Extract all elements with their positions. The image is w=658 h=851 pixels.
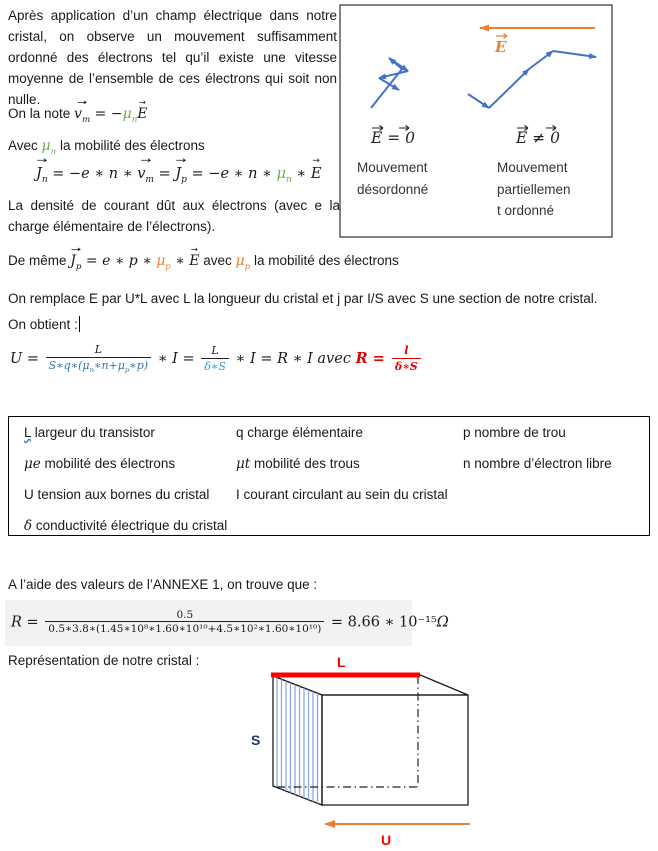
caption-ordered-line1: Mouvement	[497, 160, 568, 175]
table-cell: p nombre de trou	[463, 425, 566, 440]
mobility-p: $\mu_p$	[156, 253, 171, 272]
label-U: U	[381, 832, 392, 848]
caption-ordered-line3: t ordonné	[497, 203, 555, 218]
text-cursor[interactable]	[79, 316, 80, 332]
mobility-p: $\mu_p$	[235, 253, 251, 272]
definition-table	[8, 416, 650, 536]
fraction-numeric: $\frac{0.5}{\text{0.5∗3.8∗(1.45∗10⁸∗1.60∗10¹⁰+4.5∗10²∗1.60∗10¹⁰)}}$	[45, 609, 324, 636]
para-remplace: On remplace E par U*L avec L la longueur du cristal et j par I/S avec S une section de notre cristal.	[8, 291, 598, 306]
table-cell: I courant circulant au sein du cristal	[236, 487, 448, 502]
eq-ohm-law: U = $\frac{L}{S∗q∗(\mu_n∗n+\mu_p∗p)}$ ∗ I = $\frac{L}{\delta∗S}$ ∗ I = R ∗ I avec R = $\frac{l}{\delta∗S}$	[10, 344, 423, 374]
resistance-definition: R = $\frac{l}{\delta∗S}$	[356, 350, 423, 367]
eq-resistance-value: R = $\frac{0.5}{\text{0.5∗3.8∗(1.45∗10⁸∗1.60∗10¹⁰+4.5∗10²∗1.60∗10¹⁰)}}$ = 8.66 ∗ 10⁻¹⁵Ω	[11, 609, 449, 636]
vector-Jp: $J_p$ →	[70, 249, 81, 279]
note-prefix: On la note	[8, 106, 75, 121]
table-cell: q charge élémentaire	[236, 425, 363, 440]
vector-vm: $v_m$ →	[137, 162, 154, 192]
table-cell: μe mobilité des électrons	[24, 456, 176, 472]
para-de-meme: De même $J_p$ → = e ∗ p ∗ $\mu_p$ ∗ E → avec $\mu_p$ la mobilité des électrons	[8, 249, 399, 279]
equation-highlight	[5, 600, 449, 646]
para-intro: Après application d’un champ électrique dans notre cristal, on observe un mouvement suffisamment ordonné des électrons tel qu’il existe une vitesse moyenne de l’ensemble de ces électrons qui soit non nulle.	[8, 8, 337, 107]
vector-E: E →	[189, 249, 199, 273]
para-annexe: A l’aide des valeurs de l’ANNEXE 1, on trouve que :	[8, 577, 318, 592]
e-field-label: E	[495, 38, 507, 56]
vector-E: E →	[137, 102, 147, 126]
vector-E: E →	[311, 162, 322, 186]
para-obtient: On obtient :	[8, 317, 78, 332]
vector-Jn: $J_n$ →	[36, 162, 48, 192]
mobility-n: $\mu_n$	[122, 106, 138, 125]
caption-ordered-line2: partiellemen	[497, 182, 571, 197]
eq-e-zero: E = 0	[371, 129, 416, 147]
table-cell: L largeur du transistor	[24, 425, 155, 440]
table-cell: μt mobilité des trous	[236, 456, 360, 472]
caption-disordered-line1: Mouvement	[357, 160, 428, 175]
vector-Jp: $J_p$ →	[175, 162, 187, 192]
vector-vm: $v_m$ →	[74, 102, 90, 132]
caption-disordered-line2: désordonné	[357, 182, 429, 197]
mobility-n: $\mu_n$	[41, 138, 57, 157]
figure-crystal	[235, 650, 483, 851]
eq-current-density: $J_n$ → = −e ∗ n ∗ $v_m$ → = $J_p$ → = −e ∗ n ∗ $\mu_n$ ∗ E →	[36, 162, 321, 192]
label-S: S	[251, 732, 261, 748]
table-cell: U tension aux bornes du cristal	[24, 487, 210, 502]
para-representation: Représentation de notre cristal :	[8, 653, 200, 668]
para-avec-mu-n: Avec $\mu_n$ la mobilité des électrons	[8, 138, 205, 157]
table-cell: δ conductivité électrique du cristal	[24, 518, 228, 534]
table-cell: n nombre d’électron libre	[463, 456, 612, 471]
label-L: L	[337, 654, 346, 670]
eq-e-nonzero: E ≠ 0	[516, 129, 561, 147]
fraction-resistivity: $\frac{L}{S∗q∗(\mu_n∗n+\mu_p∗p)}$	[46, 344, 152, 374]
para-densite: La densité de courant dût aux électrons (avec e la charge élémentaire de l’électrons).	[8, 198, 340, 234]
omega-symbol: Ω	[436, 615, 449, 631]
crystal-left-face	[273, 676, 322, 805]
mobility-n: $\mu_n$	[276, 166, 292, 185]
eq-note-line: On la note $v_m$ → = $-\mu_nE$ →	[8, 102, 148, 132]
fraction-conductivity: $\frac{L}{\delta∗S}$	[201, 345, 229, 373]
figure-border	[340, 5, 612, 237]
crystal-front-face	[322, 695, 468, 805]
figure-movement	[339, 4, 614, 239]
